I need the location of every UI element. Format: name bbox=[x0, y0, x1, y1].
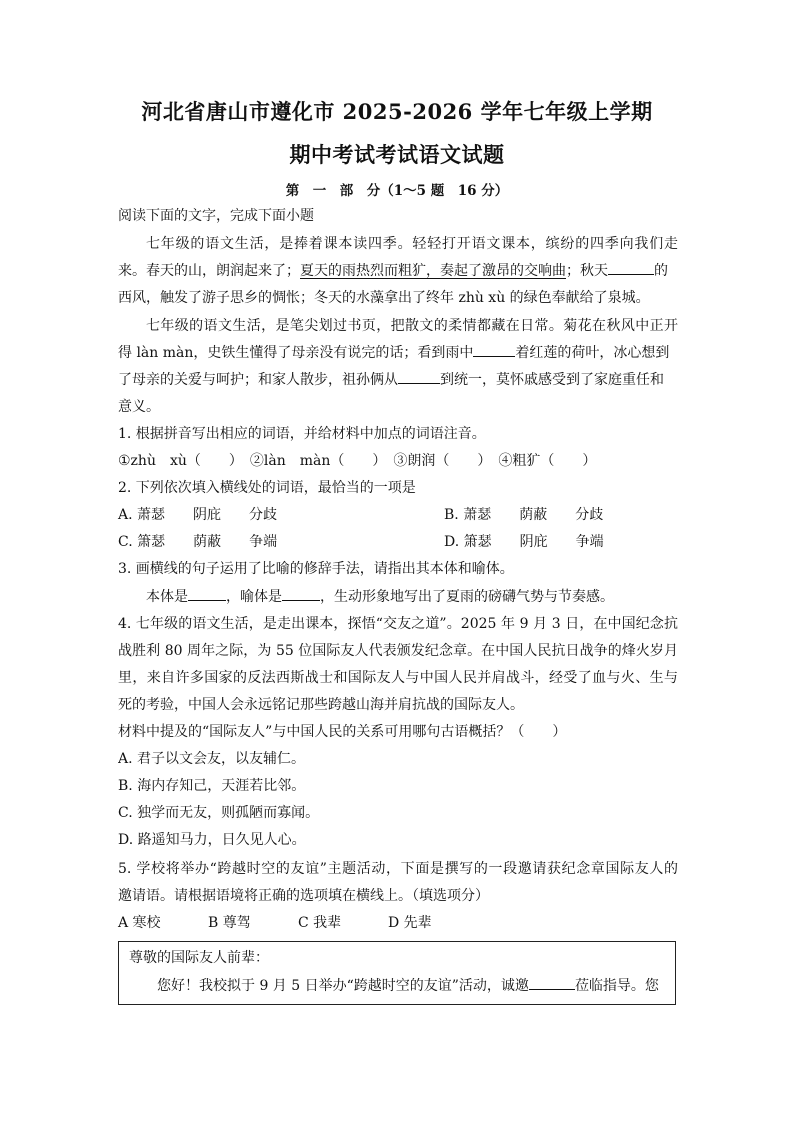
passage-p1-line1: 七年级的语文生活，是捧着课本读四季。轻轻打开语文课本，缤纷的四季向我们走 bbox=[146, 236, 678, 252]
passage-p2-line3 bbox=[118, 368, 678, 392]
passage-intro: 阅读下面的文字，完成下面小题 bbox=[118, 208, 314, 224]
exam-title-line1: 河北省唐山市遵化市 2025-2026 学年七年级上学期 bbox=[141, 99, 653, 124]
p2-line2-text-a: 得 làn màn，史铁生懂得了母亲没有说完的话；看到雨中 bbox=[118, 345, 474, 361]
underlined-metaphor-sentence: 夏天的雨热烈而粗犷，奏起了激昂的交响曲 bbox=[300, 263, 566, 279]
invitation-blank bbox=[529, 975, 575, 990]
q4-line2: 战胜利 80 周年之际，为 55 位国际友人代表颁发纪念章。在中国人民抗日战争的烽火岁月 bbox=[118, 643, 678, 659]
exam-title-line2: 期中考试考试语文试题 bbox=[289, 142, 505, 167]
q1-items: ①zhù xù（ ） ②làn màn（ ） ③朗润（ ） ④粗犷（ ） bbox=[118, 453, 597, 469]
q4-line1: 4. 七年级的语文生活，是走出课本，探悟“交友之道”。2025 年 9 月 3 日，在中国纪念抗 bbox=[118, 616, 678, 632]
q5-option-c: C 我辈 bbox=[298, 915, 342, 931]
q1-stem: 1. 根据拼音写出相应的词语，并给材料中加点的词语注音。 bbox=[118, 426, 486, 442]
q3-stem: 3. 画横线的句子运用了比喻的修辞手法，请指出其本体和喻体。 bbox=[118, 561, 514, 577]
p2-line2-text-b: 着红莲的荷叶，冰心想到 bbox=[515, 345, 670, 361]
fill-blank-3 bbox=[398, 369, 440, 384]
q4-option-c: C. 独学而无友，则孤陋而寡闻。 bbox=[118, 805, 320, 821]
letter-body-text-b: 莅临指导。您 bbox=[574, 978, 659, 994]
q5-option-a: A 寒校 bbox=[118, 915, 161, 931]
letter-body-text-a: 您好！我校拟于 9 月 5 日举办“跨越时空的友谊”活动，诚邀 bbox=[157, 978, 529, 994]
p1-line2-text-c: 的 bbox=[654, 263, 668, 279]
q4-line4: 死的考验，中国人会永远铭记那些跨越山海并肩抗战的国际友人。 bbox=[118, 697, 524, 713]
q3-answer-text-b: ，喻体是 bbox=[226, 589, 282, 605]
invitation-letter-box bbox=[118, 941, 676, 1005]
fill-blank-1 bbox=[608, 260, 654, 275]
p1-line2-text-a: 来。春天的山，朗润起来了； bbox=[118, 263, 300, 279]
vehicle-blank bbox=[282, 586, 320, 601]
q5-option-b: B 尊驾 bbox=[208, 915, 251, 931]
passage-p1-line3: 西风，触发了游子思乡的惆怅；冬天的水藻拿出了终年 zhù xù 的绿色奉献给了泉城。 bbox=[118, 290, 650, 306]
q2-option-c: C. 箫瑟 荫蔽 争端 bbox=[118, 534, 278, 550]
q5-option-d: D 先辈 bbox=[388, 915, 432, 931]
q3-answer-line bbox=[146, 585, 678, 609]
q2-option-d: D. 箫瑟 阴庇 争端 bbox=[444, 534, 604, 550]
section-heading: 第 一 部 分（1～5 题 16 分） bbox=[285, 183, 509, 199]
letter-salutation: 尊敬的国际友人前辈： bbox=[129, 950, 269, 966]
passage-p2-line1: 七年级的语文生活，是笔尖划过书页，把散文的柔情都藏在日常。菊花在秋风中正开 bbox=[146, 318, 678, 334]
tenor-blank bbox=[188, 586, 226, 601]
q2-stem: 2. 下列依次填入横线处的词语，最恰当的一项是 bbox=[118, 480, 416, 496]
q4-option-d: D. 路遥知马力，日久见人心。 bbox=[118, 832, 306, 848]
q4-option-a: A. 君子以文会友，以友辅仁。 bbox=[118, 751, 306, 767]
fill-blank-2 bbox=[473, 342, 515, 357]
q3-answer-text-a: 本体是 bbox=[146, 589, 188, 605]
passage-p2-line2 bbox=[118, 341, 678, 365]
q5-line2: 邀请语。请根据语境将正确的选项填在横线上。（填选项分） bbox=[118, 888, 489, 904]
q3-answer-text-c: ，生动形象地写出了夏雨的磅礴气势与节奏感。 bbox=[320, 589, 614, 605]
p1-line2-text-b: ；秋天 bbox=[566, 263, 608, 279]
p2-line3-text-b: 到统一，莫怀戚感受到了家庭重任和 bbox=[440, 372, 664, 388]
q5-line1: 5. 学校将举办“跨越时空的友谊”主题活动，下面是撰写的一段邀请获纪念章国际友人的 bbox=[118, 861, 678, 877]
q2-option-a: A. 萧瑟 阴庇 分歧 bbox=[118, 507, 278, 523]
q4-option-b: B. 海内存知己，天涯若比邻。 bbox=[118, 778, 306, 794]
p2-line3-text-a: 了母亲的关爱与呵护；和家人散步，祖孙俩从 bbox=[118, 372, 398, 388]
passage-p1-line2 bbox=[118, 259, 678, 283]
q4-question: 材料中提及的“国际友人”与中国人民的关系可用哪句古语概括？（ ） bbox=[118, 724, 567, 740]
q2-option-b: B. 萧瑟 荫蔽 分歧 bbox=[444, 507, 604, 523]
letter-body-line bbox=[157, 974, 659, 998]
passage-p2-line4: 意义。 bbox=[118, 399, 160, 415]
q4-line3: 里，来自许多国家的反法西斯战士和国际友人与中国人民并肩战斗，经受了血与火、生与 bbox=[118, 670, 678, 686]
